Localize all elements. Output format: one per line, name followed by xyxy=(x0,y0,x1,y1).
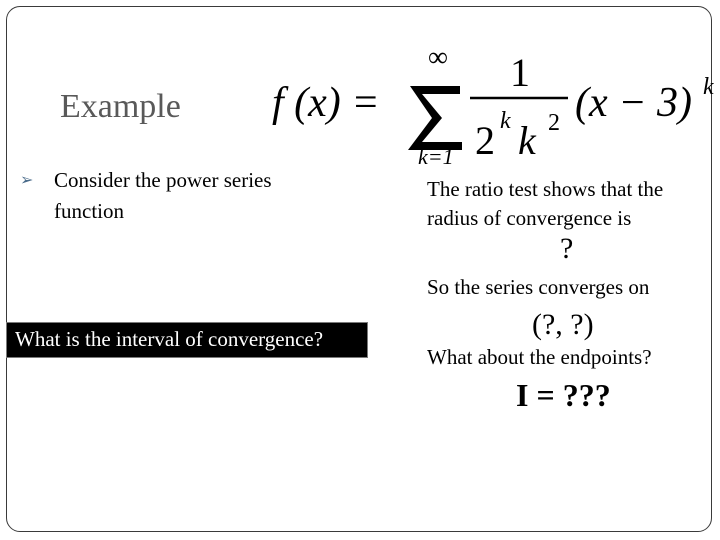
formula-numerator: 1 xyxy=(510,50,530,95)
radius-value: ? xyxy=(560,232,574,265)
bullet-text-line1: Consider the power series xyxy=(54,168,272,192)
converges-on-text: So the series converges on xyxy=(427,275,650,299)
formula-den-exp2: 2 xyxy=(548,110,560,136)
formula-lhs: f (x) = xyxy=(272,80,380,126)
slide-title: Example xyxy=(60,88,181,125)
interval-answer: I = ??? xyxy=(516,377,611,413)
endpoints-question: What about the endpoints? xyxy=(427,345,652,369)
formula-den-exp1: k xyxy=(500,108,511,134)
ratio-test-line1: The ratio test shows that the xyxy=(427,177,664,201)
formula-sigma xyxy=(408,86,462,150)
power-series-formula xyxy=(270,38,720,178)
question-text: What is the interval of convergence? xyxy=(15,327,324,351)
formula-den-base2: k xyxy=(518,118,536,163)
bullet-arrow-icon: ➢ xyxy=(20,172,34,189)
bullet-point xyxy=(20,165,272,226)
formula-sum-upper: ∞ xyxy=(428,42,448,73)
ratio-test-line2: radius of convergence is xyxy=(427,206,632,230)
formula-sum-lower: k=1 xyxy=(418,144,454,169)
formula-factor-exp: k xyxy=(703,74,714,100)
ratio-test-text xyxy=(427,175,663,233)
bullet-text-line2: function xyxy=(54,199,124,223)
question-box xyxy=(6,322,368,358)
formula-factor: (x − 3) xyxy=(575,80,692,126)
formula-den-base1: 2 xyxy=(475,118,495,163)
open-interval: (?, ?) xyxy=(532,308,594,341)
